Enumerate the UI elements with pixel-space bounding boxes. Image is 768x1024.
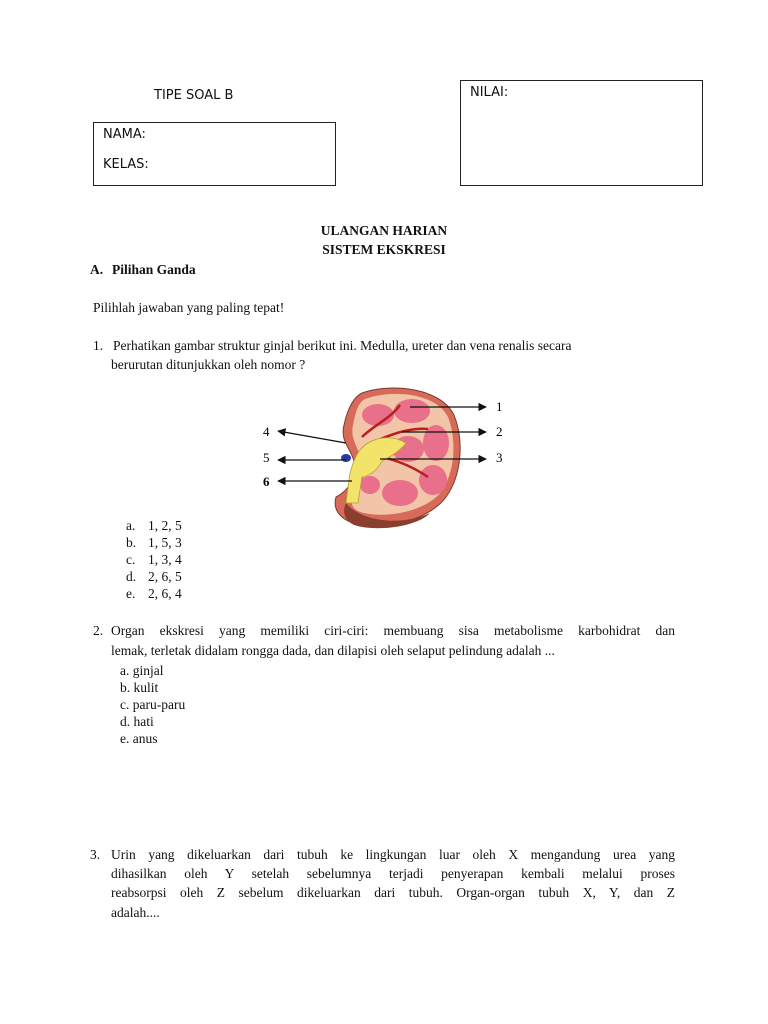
section-letter: A. [90, 262, 104, 277]
q1-text-line-1: Perhatikan gambar struktur ginjal berikut ini. Medulla, ureter dan vena renalis secara [113, 338, 572, 353]
renal-pyramid [419, 465, 447, 495]
q1-option-b [126, 534, 182, 551]
renal-pyramid [360, 476, 380, 494]
option-letter: e. [126, 586, 136, 601]
q1-number: 1. [93, 338, 104, 353]
q2-option-e: e. anus [120, 731, 158, 746]
option-text: 1, 5, 3 [148, 535, 182, 550]
q2-option-b: b. kulit [120, 680, 159, 695]
q1-option-c [126, 551, 182, 568]
option-letter: b. [126, 535, 137, 550]
arrow-4 [278, 431, 346, 443]
q2-text-line-2: lemak, terletak didalam rongga dada, dan dilapisi oleh selaput pelindung adalah ... [111, 643, 555, 658]
q3-number: 3. [90, 847, 101, 862]
title-line-1: ULANGAN HARIAN [320, 223, 448, 238]
q3-text-line-4: adalah.... [111, 905, 160, 920]
q3-text-line-1: Urin yang dikeluarkan dari tubuh ke lingkungan luar oleh X mengandung urea yang [111, 847, 675, 862]
renal-pyramid [382, 480, 418, 506]
figure-label-6: 6 [263, 474, 270, 489]
figure-label-1: 1 [496, 399, 503, 414]
class-field-label: KELAS: [103, 157, 149, 172]
option-letter: c. [126, 552, 136, 567]
option-text: 2, 6, 5 [148, 569, 182, 584]
q1-option-e [126, 585, 182, 602]
q2-number: 2. [93, 623, 104, 638]
student-info-box [93, 122, 336, 186]
q1-option-a [126, 517, 182, 534]
section-title: Pilihan Ganda [112, 262, 196, 277]
title-line-2: SISTEM EKSKRESI [322, 242, 446, 257]
q3-text-line-2: dihasilkan oleh Y setelah sebelumnya terjadi penyerapan kembali melalui proses [111, 866, 675, 881]
renal-pyramid [394, 399, 430, 423]
test-type-label: TIPE SOAL B [154, 88, 234, 103]
figure-label-2: 2 [496, 424, 503, 439]
renal-vein [341, 454, 351, 462]
figure-label-3: 3 [496, 450, 503, 465]
q2-option-d: d. hati [120, 714, 154, 729]
q2-text-line-1: Organ ekskresi yang memiliki ciri-ciri: membuang sisa metabolisme karbohidrat dan [111, 623, 675, 638]
score-field-label: NILAI: [470, 85, 509, 100]
option-text: 1, 2, 5 [148, 518, 182, 533]
q2-option-c: c. paru-paru [120, 697, 186, 712]
figure-label-4: 4 [263, 424, 270, 439]
option-letter: d. [126, 569, 137, 584]
q1-text-line-2: berurutan ditunjukkan oleh nomor ? [111, 357, 306, 372]
q2-option-a: a. ginjal [120, 663, 164, 678]
q3-text-line-3: reabsorpsi oleh Z sebelum dikeluarkan dari tubuh. Organ-organ tubuh X, Y, dan Z [111, 885, 675, 900]
option-text: 1, 3, 4 [148, 552, 182, 567]
q1-option-d [126, 568, 182, 585]
q2-options [120, 662, 185, 747]
q1-options [126, 517, 182, 602]
option-text: 2, 6, 4 [148, 586, 182, 601]
option-letter: a. [126, 518, 136, 533]
kidney-diagram [250, 385, 530, 535]
score-box [460, 80, 703, 186]
instruction-text: Pilihlah jawaban yang paling tepat! [93, 300, 285, 315]
figure-label-5: 5 [263, 450, 270, 465]
renal-pyramid [423, 425, 449, 461]
name-field-label: NAMA: [103, 127, 146, 142]
